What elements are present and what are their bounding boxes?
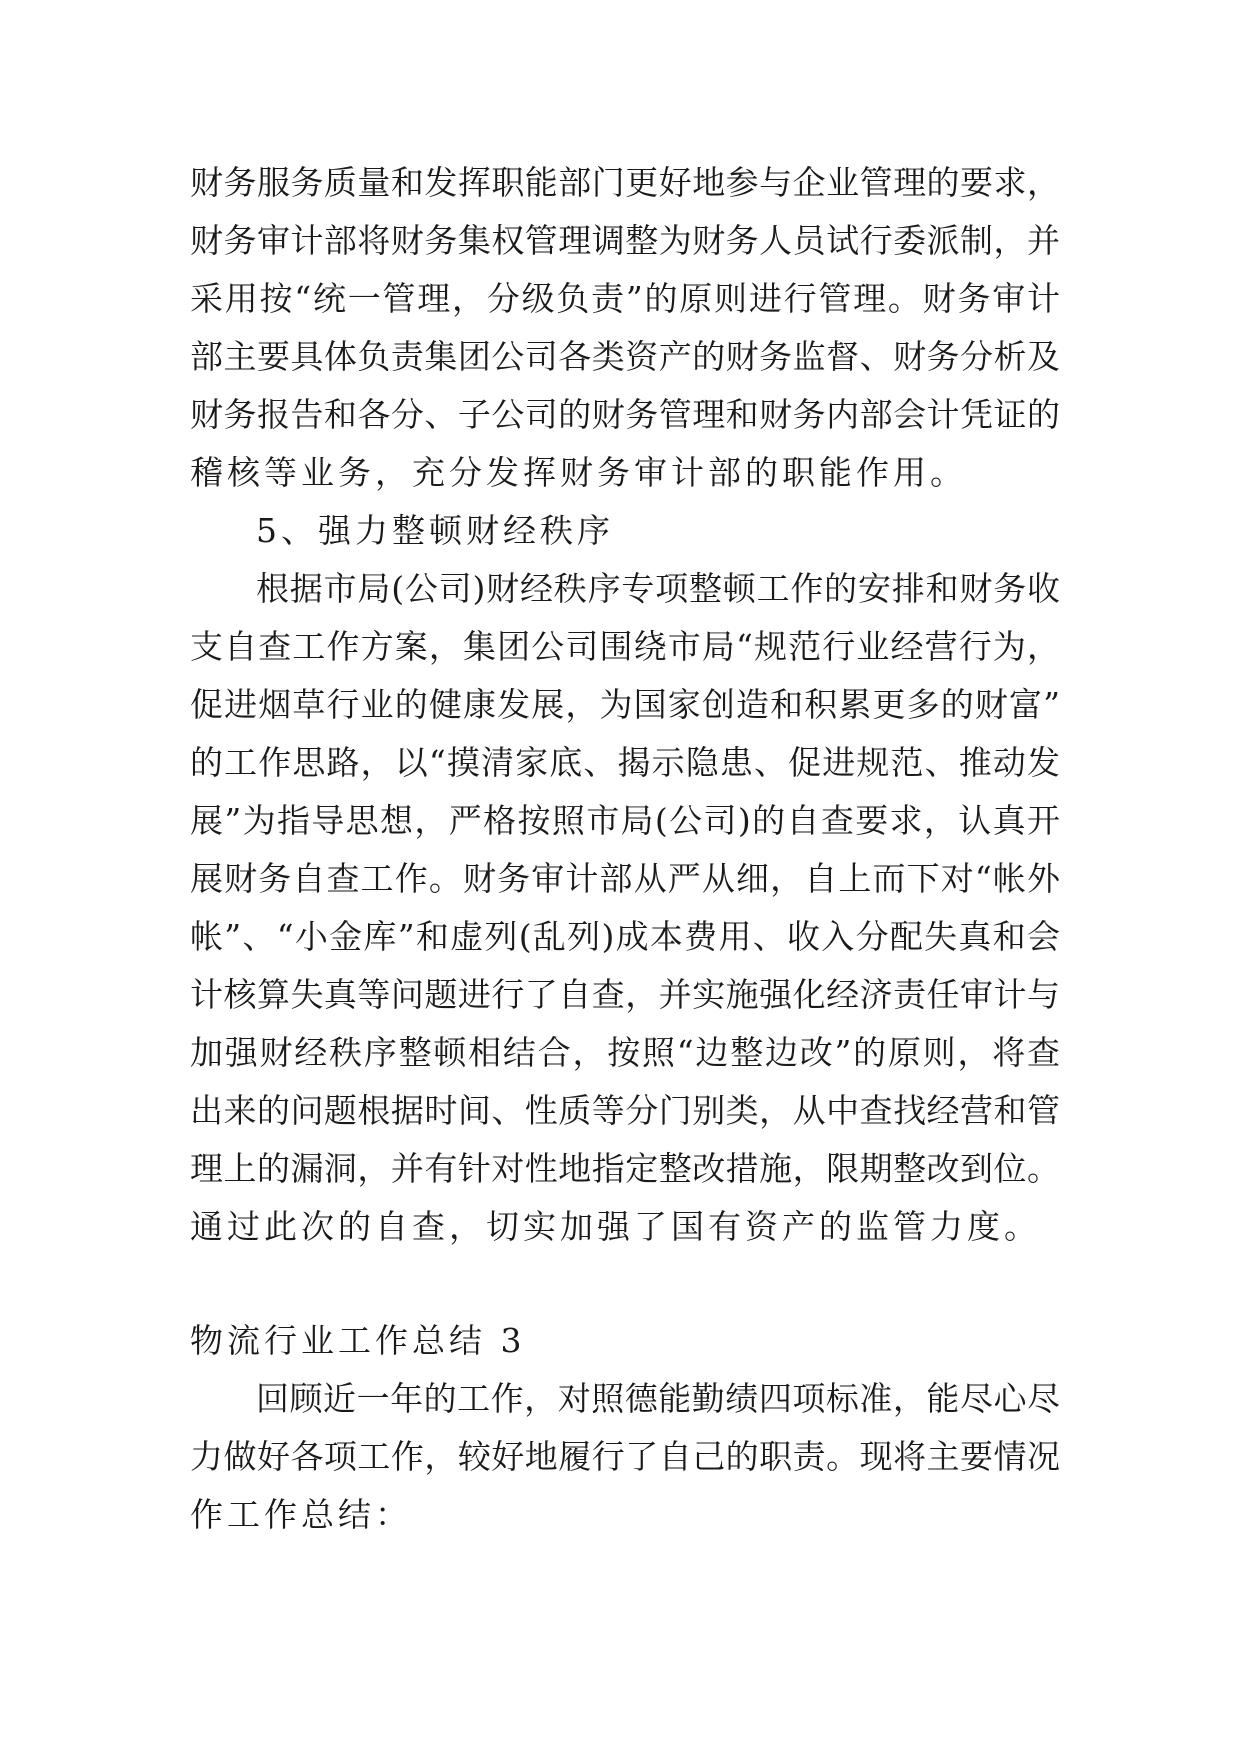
text-line: 展”为指导思想，严格按照市局(公司)的自查要求，认真开	[190, 801, 1060, 840]
section-heading: 物流行业工作总结 3	[190, 1321, 526, 1360]
text-line: 支自查工作方案，集团公司围绕市局“规范行业经营行为，	[190, 627, 1060, 666]
text-line: 稽核等业务，充分发挥财务审计部的职能作用。	[190, 453, 967, 492]
text-line: 回顾近一年的工作，对照德能勤绩四项标准，能尽心尽	[256, 1379, 1060, 1418]
text-line: 理上的漏洞，并有针对性地指定整改措施，限期整改到位。	[190, 1149, 1060, 1188]
text-line: 出来的问题根据时间、性质等分门别类，从中查找经营和管	[190, 1091, 1060, 1130]
text-line: 财务审计部将财务集权管理调整为财务人员试行委派制，并	[190, 221, 1060, 260]
text-line: 力做好各项工作，较好地履行了自己的职责。现将主要情况	[190, 1437, 1060, 1476]
body-text-section-2	[190, 1312, 1060, 1544]
body-text-section-1	[190, 154, 1060, 1256]
text-line: 根据市局(公司)财经秩序专项整顿工作的安排和财务收	[256, 569, 1060, 608]
text-line: 财务报告和各分、子公司的财务管理和财务内部会计凭证的	[190, 395, 1060, 434]
text-line: 展财务自查工作。财务审计部从严从细，自上而下对“帐外	[190, 859, 1060, 898]
text-line: 作工作总结：	[190, 1495, 412, 1534]
text-line: 通过此次的自查，切实加强了国有资产的监管力度。	[190, 1207, 1041, 1246]
text-line: 财务服务质量和发挥职能部门更好地参与企业管理的要求，	[190, 163, 1060, 202]
text-line: 加强财经秩序整顿相结合，按照“边整边改”的原则，将查	[190, 1033, 1060, 1072]
text-line: 采用按“统一管理，分级负责”的原则进行管理。财务审计	[190, 279, 1060, 318]
subheading-line: 5、强力整顿财经秩序	[256, 511, 614, 550]
text-line: 的工作思路，以“摸清家底、揭示隐患、促进规范、推动发	[190, 743, 1060, 782]
text-line: 部主要具体负责集团公司各类资产的财务监督、财务分析及	[190, 337, 1060, 376]
text-line: 帐”、“小金库”和虚列(乱列)成本费用、收入分配失真和会	[190, 917, 1060, 956]
text-line: 计核算失真等问题进行了自查，并实施强化经济责任审计与	[190, 975, 1060, 1014]
text-line: 促进烟草行业的健康发展，为国家创造和积累更多的财富”	[190, 685, 1060, 724]
